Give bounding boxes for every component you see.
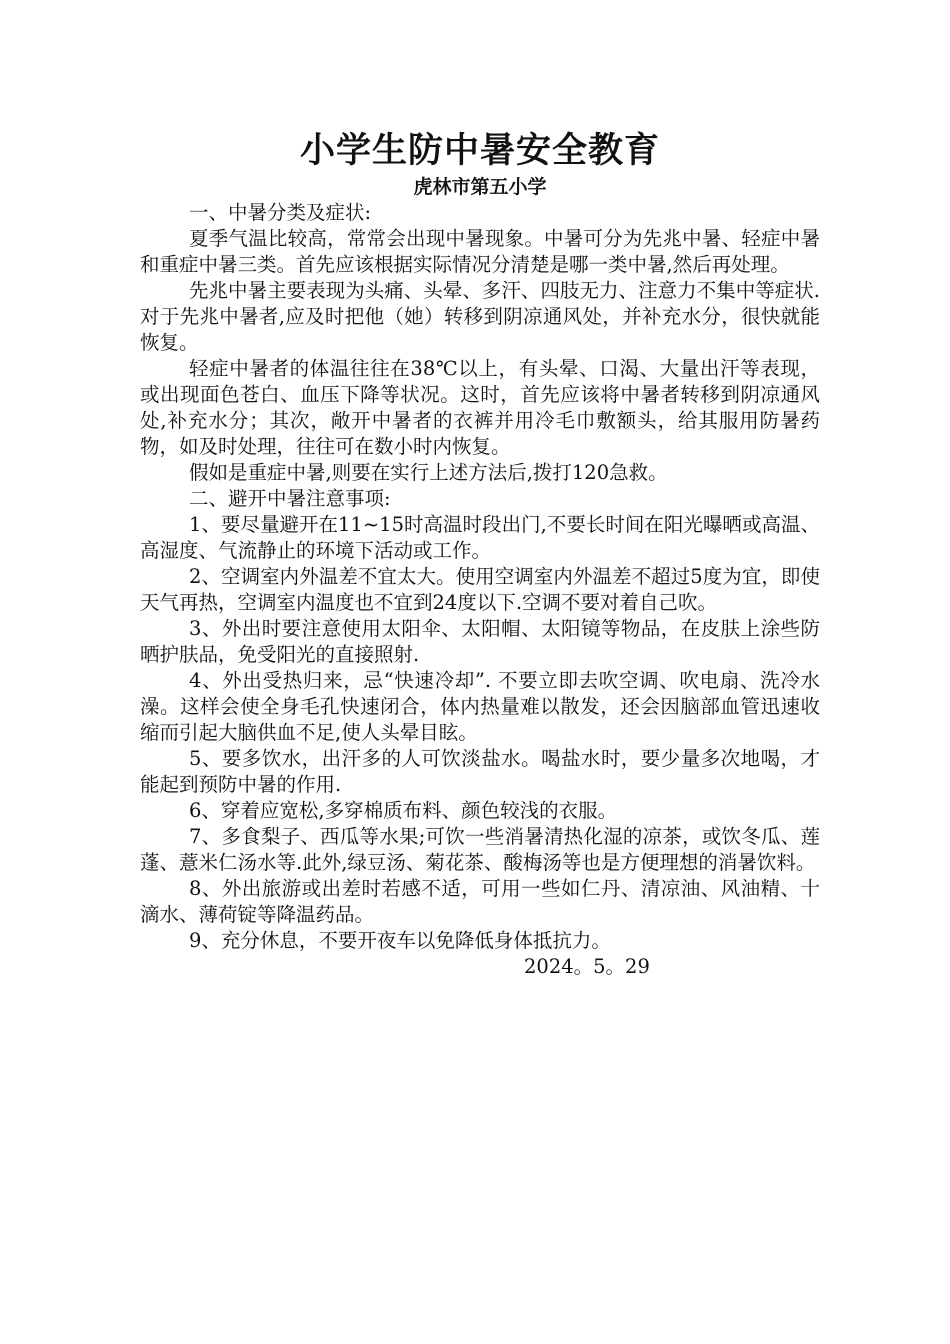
prevention-item-6: 6、穿着应宽松,多穿棉质布料、颜色较浅的衣服。 bbox=[189, 799, 618, 822]
prevention-item-8: 8、外出旅游或出差时若感不适，可用一些如仁丹、清凉油、风油精、十滴水、薄荷锭等降温药品。 bbox=[140, 877, 820, 926]
section-heading-prevention: 二、避开中暑注意事项: bbox=[189, 487, 391, 510]
prevention-item-2: 2、空调室内外温差不宜太大。使用空调室内外温差不超过5度为宜，即使天气再热，空调室内温度也不宜到24度以下.空调不要对着自己吹。 bbox=[140, 565, 820, 614]
paragraph-severe-heatstroke: 假如是重症中暑,则要在实行上述方法后,拨打120急救。 bbox=[189, 461, 668, 484]
paragraph-light-heatstroke: 轻症中暑者的体温往往在38℃以上，有头晕、口渴、大量出汗等表现，或出现面色苍白、血压下降等状况。这时，首先应该将中暑者转移到阴凉通风处,补充水分；其次，敞开中暑者的衣裤并用冷毛巾敷额头，给其服用防暑药物，如及时处理，往往可在数小时内恢复。 bbox=[140, 357, 820, 458]
document-date: 2024。5。29 bbox=[524, 955, 650, 978]
prevention-item-3: 3、外出时要注意使用太阳伞、太阳帽、太阳镜等物品，在皮肤上涂些防晒护肤品，免受阳光的直接照射. bbox=[140, 617, 820, 666]
document-page bbox=[140, 128, 820, 980]
paragraph-mild-precursor: 先兆中暑主要表现为头痛、头晕、多汗、四肢无力、注意力不集中等症状.对于先兆中暑者,应及时把他（她）转移到阴凉通风处，并补充水分，很快就能恢复。 bbox=[140, 279, 820, 354]
section-heading-symptoms: 一、中暑分类及症状: bbox=[189, 201, 372, 224]
school-name: 虎林市第五小学 bbox=[413, 176, 547, 198]
prevention-item-1: 1、要尽量避开在11~15时高温时段出门,不要长时间在阳光曝晒或高温、高湿度、气流静止的环境下活动或工作。 bbox=[140, 513, 820, 562]
document-body bbox=[140, 200, 820, 954]
prevention-item-9: 9、充分休息，不要开夜车以免降低身体抵抗力。 bbox=[189, 929, 611, 952]
prevention-item-4: 4、外出受热归来，忌“快速冷却”. 不要立即去吹空调、吹电扇、洗冷水澡。这样会使全身毛孔快速闭合，体内热量难以散发，还会因脑部血管迅速收缩而引起大脑供血不足,使人头晕目眩。 bbox=[140, 669, 820, 744]
document-title: 小学生防中暑安全教育 bbox=[299, 131, 660, 171]
paragraph-intro: 夏季气温比较高，常常会出现中暑现象。中暑可分为先兆中暑、轻症中暑和重症中暑三类。首先应该根据实际情况分清楚是哪一类中暑,然后再处理。 bbox=[140, 227, 820, 276]
prevention-item-5: 5、要多饮水，出汗多的人可饮淡盐水。喝盐水时，要少量多次地喝，才能起到预防中暑的作用. bbox=[140, 747, 820, 796]
prevention-item-7: 7、多食梨子、西瓜等水果;可饮一些消暑清热化湿的凉茶，或饮冬瓜、莲蓬、薏米仁汤水等.此外,绿豆汤、菊花茶、酸梅汤等也是方便理想的消暑饮料。 bbox=[140, 825, 820, 874]
